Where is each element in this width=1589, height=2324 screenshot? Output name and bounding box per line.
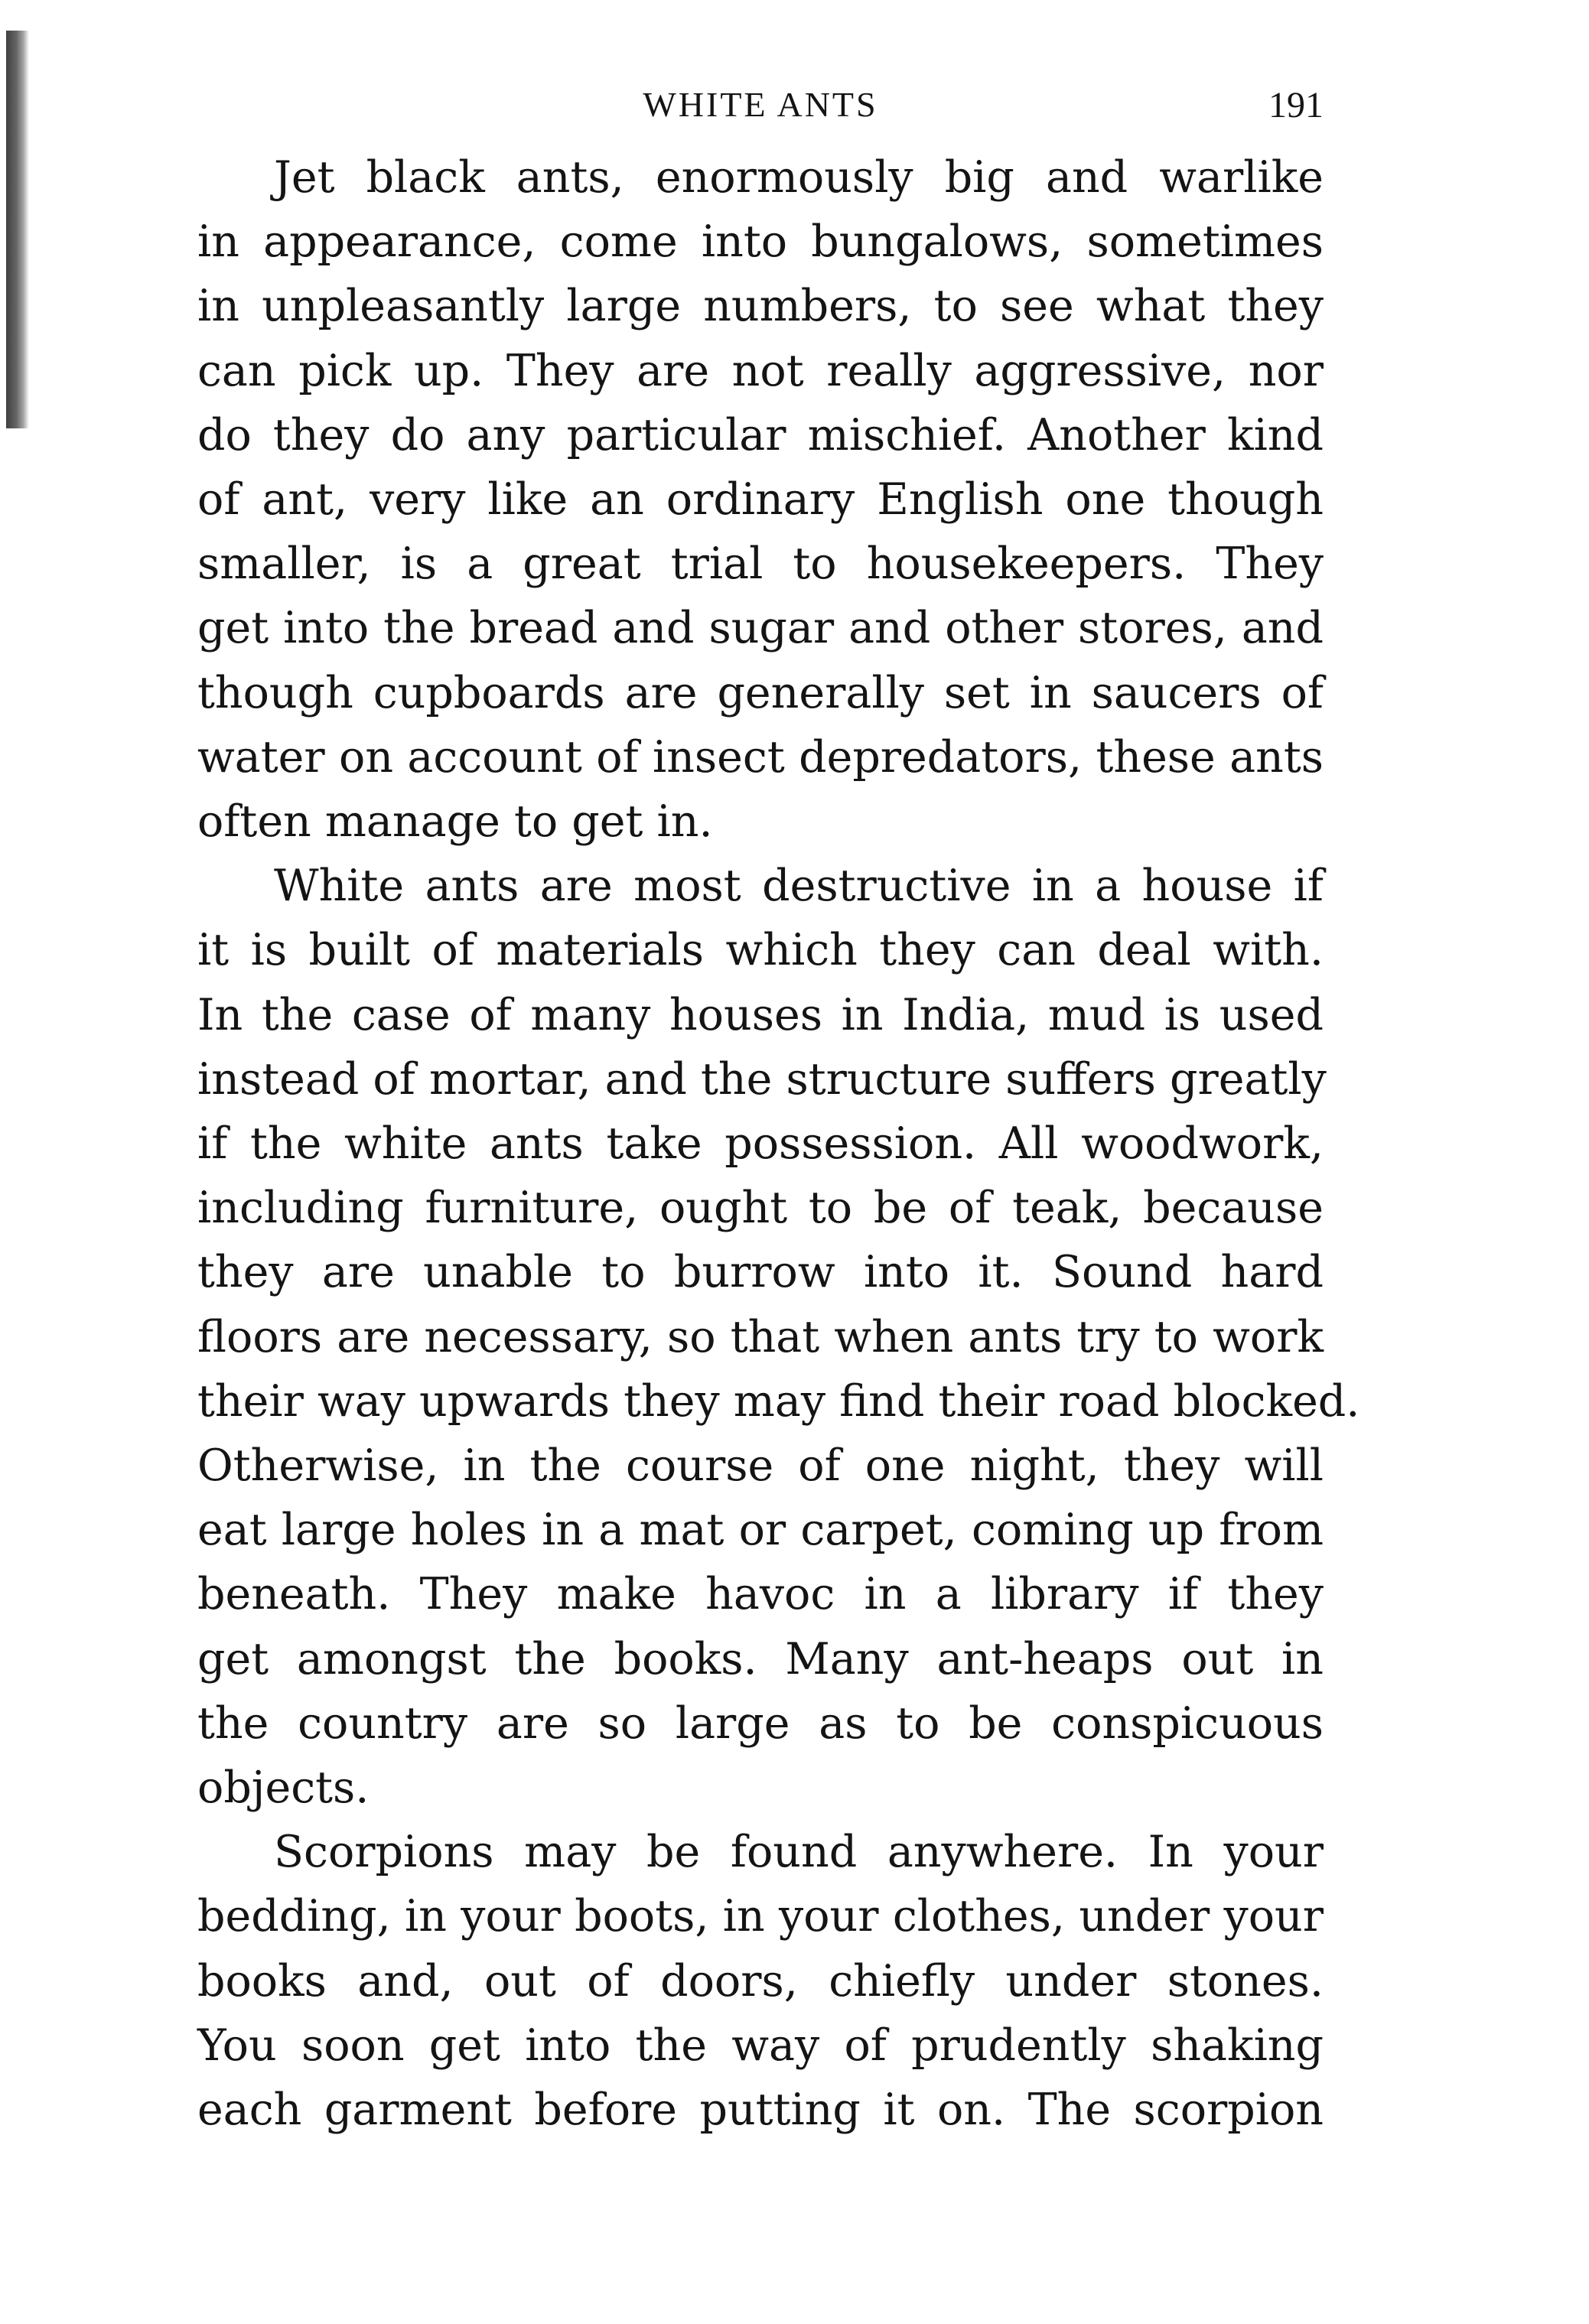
text-line: each garment before putting it on. The scorpion xyxy=(197,2085,1324,2136)
text-line: if the white ants take possession. All woodwork, xyxy=(197,1118,1324,1170)
text-line: bedding, in your boots, in your clothes, under your xyxy=(197,1891,1324,1942)
text-line: often manage to get in. xyxy=(197,796,713,848)
text-line: White ants are most destructive in a house if xyxy=(274,861,1324,912)
text-line: though cupboards are generally set in saucers of xyxy=(197,667,1324,718)
text-line: You soon get into the way of prudently shaking xyxy=(197,2020,1324,2071)
running-head-title: WHITE ANTS xyxy=(643,85,878,124)
text-line: get amongst the books. Many ant-heaps out in xyxy=(197,1633,1324,1684)
text-line: including furniture, ought to be of teak, because xyxy=(197,1183,1324,1234)
book-page xyxy=(197,84,1360,2142)
text-line: Scorpions may be found anywhere. In your xyxy=(274,1827,1324,1878)
scan-binding-edge xyxy=(6,31,29,428)
text-line: Otherwise, in the course of one night, they will xyxy=(197,1440,1324,1492)
paragraph-black-ants xyxy=(197,145,1324,854)
text-line: in unpleasantly large numbers, to see what they xyxy=(197,281,1324,332)
text-line: get into the bread and sugar and other stores, and xyxy=(197,603,1324,654)
text-line: eat large holes in a mat or carpet, coming up from xyxy=(197,1505,1324,1556)
text-line: instead of mortar, and the structure suffers greatly xyxy=(197,1053,1327,1105)
text-line: Jet black ants, enormously big and warlike xyxy=(274,152,1324,203)
text-line: books and, out of doors, chiefly under stones. xyxy=(197,1955,1324,2007)
text-line: their way upwards they may find their road blocked. xyxy=(197,1375,1360,1427)
text-line: can pick up. They are not really aggressive, nor xyxy=(197,345,1324,396)
text-line: they are unable to burrow into it. Sound hard xyxy=(197,1247,1324,1298)
paragraph-scorpions xyxy=(197,1820,1324,2142)
text-line: In the case of many houses in India, mud is used xyxy=(197,989,1324,1040)
text-line: it is built of materials which they can deal with. xyxy=(197,925,1324,976)
text-line: the country are so large as to be conspicuous xyxy=(197,1697,1324,1749)
text-line: smaller, is a great trial to housekeepers. They xyxy=(197,539,1324,590)
text-line: water on account of insect depredators, these ants xyxy=(197,731,1324,783)
running-head xyxy=(197,84,1324,145)
paragraph-white-ants xyxy=(197,854,1360,1820)
text-line: do they do any particular mischief. Another kind xyxy=(197,409,1324,461)
text-line: of ant, very like an ordinary English one though xyxy=(197,474,1324,526)
text-line: in appearance, come into bungalows, sometimes xyxy=(197,216,1324,268)
text-line: beneath. They make havoc in a library if they xyxy=(197,1569,1324,1620)
text-line: objects. xyxy=(197,1763,370,1814)
page-number: 191 xyxy=(1268,85,1324,125)
text-line: floors are necessary, so that when ants try to work xyxy=(197,1311,1324,1362)
